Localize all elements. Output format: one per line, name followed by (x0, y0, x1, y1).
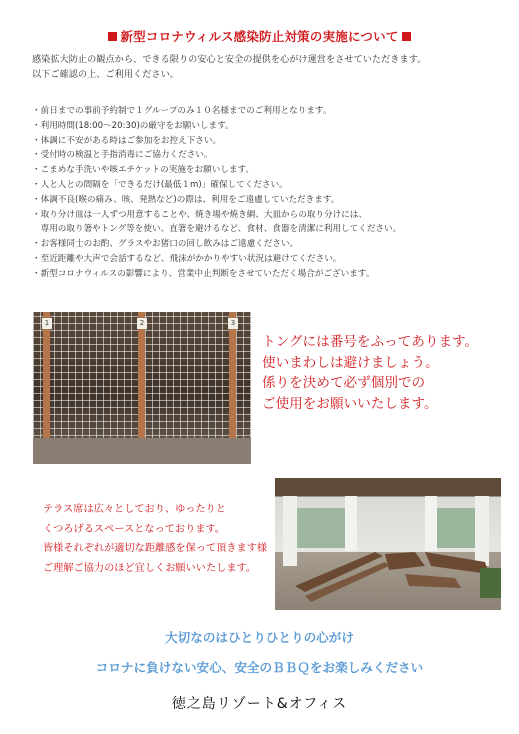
terrace-notice-line: 皆様それぞれが適切な距離感を保って頂きます様 (43, 543, 268, 554)
intro-line: 感染拡大防止の観点から、できる限りの安心と安全の提供を心がけ運営をさせていただきます。 (32, 54, 427, 65)
terrace-notice-line: テラス席は広々としており、ゆったりと (43, 504, 226, 515)
terrace-notice-line: くつろげるスペースとなっております。 (43, 523, 226, 535)
rule-item: ・前日までの事前予約制で１グループのみ１０名様までのご利用となります。 (32, 106, 332, 116)
rule-item: ・お客様同士のお酌、グラスやお猪口の回し飲みはご遠慮ください。 (32, 239, 299, 250)
slogan-line-2: コロナに負けない安心、安全のＢＢＱをお楽しみください (95, 660, 424, 675)
rule-item: ・体調に不安がある時はご参加をお控え下さい。 (32, 135, 222, 146)
tongs-notice (262, 332, 512, 414)
slogan-line-1: 大切なのはひとりひとりの心がけ (165, 630, 354, 645)
rule-item: ・体調不良(喉の痛み、咳、発熱など)の際は、利用をご遠慮していただきます。 (32, 194, 340, 205)
rule-item: ・新型コロナウィルスの影響により、営業中止判断をさせていただく場合がございます。 (32, 268, 375, 279)
tongs-photo (33, 312, 251, 464)
square-bullet-icon (108, 32, 117, 41)
square-bullet-icon (402, 32, 411, 41)
intro-line: 以下ご確認の上、ご利用ください。 (32, 69, 179, 80)
rule-item: 専用の取り箸やトング等を使い、直箸を避けるなど、食材、食器を清潔に利用してください。 (32, 224, 402, 235)
photo-floor (33, 438, 251, 464)
rule-item: ・こまめな手洗いや咳エチケットの実施をお願いします。 (32, 165, 254, 176)
rule-item: ・取り分け皿は一人ずつ用意することや、焼き場や焼き網、大皿からの取り分けには、 (32, 209, 367, 220)
tong-number-tag: 1 (42, 318, 52, 329)
tongs-notice-line: トングには番号をふってあります。 (262, 334, 479, 350)
company-name: 徳之島リゾート&オフィス (171, 696, 348, 712)
terrace-notice-line: ご理解ご協力のほど宜しくお願いいたします。 (43, 562, 257, 574)
tongs-notice-line: ご使用をお願いいたします。 (262, 395, 438, 412)
tongs-notice-line: 使いまわしは避けましょう。 (262, 354, 439, 371)
page-title (0, 27, 519, 45)
tong-number-tag: 2 (137, 318, 147, 329)
rule-item: ・至近距離や大声で会話するなど、飛沫がかかりやすい状況は避けてください。 (32, 253, 342, 264)
terrace-notice (43, 500, 343, 578)
page-title-text: 新型コロナウィルス感染防止対策の実施について (120, 29, 399, 44)
rules-list (32, 104, 502, 282)
rule-item: ・人と人との間隔を「できるだけ(最低１m)」確保してください。 (32, 179, 288, 190)
rule-item: ・受付時の検温と手指消毒にご協力ください。 (32, 150, 213, 161)
tongs-notice-line: 係りを決めて必ず個別での (262, 375, 426, 391)
rule-item: ・利用時間(18:00～20:30)の厳守をお願いします。 (32, 120, 234, 131)
intro-text (32, 52, 502, 82)
tong-number-tag: 3 (228, 318, 238, 329)
